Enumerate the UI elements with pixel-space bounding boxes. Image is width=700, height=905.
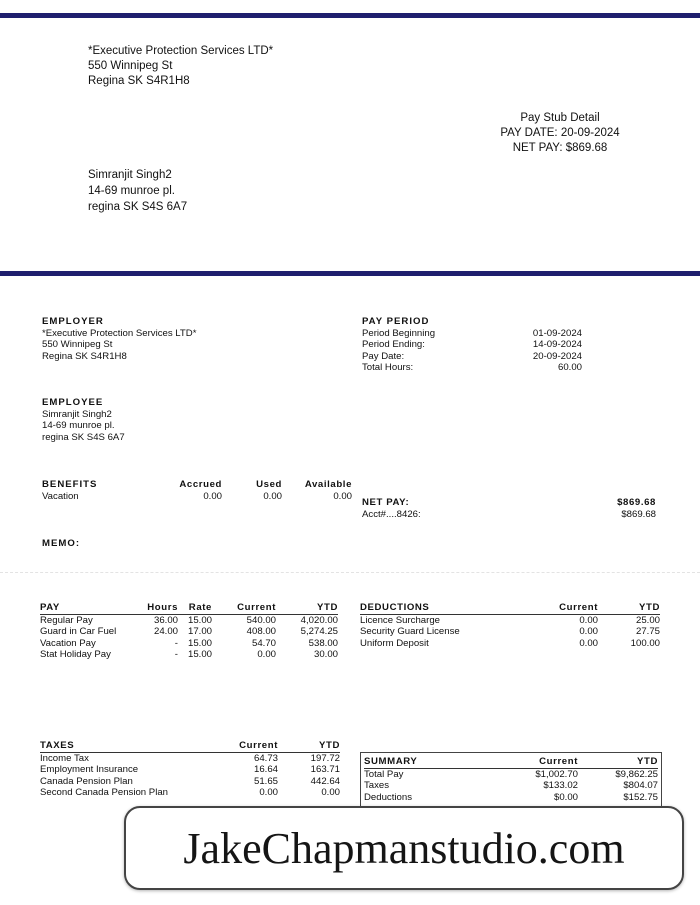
pay-period-label: Total Hours: xyxy=(362,362,414,374)
pay-period-value: 60.00 xyxy=(557,362,582,374)
pay-period-row xyxy=(362,362,582,374)
employee-section-address1: 14-69 munroe pl. xyxy=(42,420,115,432)
watermark-banner xyxy=(124,806,684,890)
stub-title: Pay Stub Detail xyxy=(520,112,600,124)
summary-ytd: $804.07 xyxy=(623,780,658,792)
deductions-col-name: DEDUCTIONS xyxy=(360,602,430,613)
pay-period-row xyxy=(362,339,582,351)
pay-rate: 15.00 xyxy=(187,649,212,661)
pay-period-row xyxy=(362,351,582,363)
pay-row xyxy=(40,649,338,661)
taxes-row xyxy=(40,764,340,776)
employer-address-line1: 550 Winnipeg St xyxy=(42,339,113,351)
net-pay-account-label: Acct#....8426: xyxy=(362,508,421,520)
pay-table xyxy=(40,602,338,661)
pay-row xyxy=(40,626,338,638)
pay-current: 0.00 xyxy=(257,649,276,661)
pay-ytd: 30.00 xyxy=(313,649,338,661)
net-pay-block xyxy=(362,497,656,520)
deductions-row xyxy=(360,626,660,638)
summary-table xyxy=(364,756,658,803)
pay-period-rows xyxy=(362,328,582,374)
employer-name: *Executive Protection Services LTD* xyxy=(42,327,197,339)
benefits-col-used: Used xyxy=(256,479,282,490)
deductions-ytd: 27.75 xyxy=(635,626,660,638)
deductions-name: Licence Surcharge xyxy=(360,614,440,626)
pay-col-current: Current xyxy=(237,602,276,613)
taxes-name: Employment Insurance xyxy=(40,764,139,776)
summary-row xyxy=(364,792,658,804)
pay-col-hours: Hours xyxy=(147,602,178,613)
deductions-table xyxy=(360,602,660,649)
employee-section-address2: regina SK S4S 6A7 xyxy=(42,431,125,443)
section-rule xyxy=(0,271,700,276)
top-rule xyxy=(0,13,700,18)
employee-name: Simranjit Singh2 xyxy=(88,169,172,181)
summary-current: $0.00 xyxy=(553,791,578,803)
taxes-col-name: TAXES xyxy=(40,740,75,751)
pay-period-value: 20-09-2024 xyxy=(532,350,582,362)
benefits-accrued: 0.00 xyxy=(203,490,222,502)
summary-ytd: $152.75 xyxy=(623,791,658,803)
employee-section-name: Simranjit Singh2 xyxy=(42,408,112,420)
employee-address-line1: 14-69 munroe pl. xyxy=(88,185,175,197)
pay-ytd: 4,020.00 xyxy=(300,614,338,626)
employee-address-block xyxy=(88,167,187,215)
taxes-ytd: 197.72 xyxy=(310,752,340,764)
taxes-ytd: 163.71 xyxy=(310,764,340,776)
pay-current: 408.00 xyxy=(246,626,276,638)
deductions-name: Uniform Deposit xyxy=(360,637,429,649)
deductions-name: Security Guard License xyxy=(360,626,460,638)
employer-address-line2: Regina SK S4R1H8 xyxy=(42,350,127,362)
pay-row xyxy=(40,638,338,650)
deductions-row xyxy=(360,614,660,626)
employee-address-line2: regina SK S4S 6A7 xyxy=(88,201,188,213)
employer-section xyxy=(42,316,196,362)
pay-rate: 15.00 xyxy=(187,614,212,626)
pay-rate: 15.00 xyxy=(187,637,212,649)
taxes-name: Canada Pension Plan xyxy=(40,775,133,787)
taxes-current: 16.64 xyxy=(253,764,278,776)
taxes-row xyxy=(40,776,340,788)
pay-hours: - xyxy=(174,637,178,649)
taxes-ytd: 0.00 xyxy=(321,787,340,799)
taxes-row xyxy=(40,787,340,799)
pay-period-label: Pay Date: xyxy=(362,350,405,362)
net-pay-account-amount: $869.68 xyxy=(621,508,656,520)
deductions-row xyxy=(360,638,660,650)
taxes-name: Second Canada Pension Plan xyxy=(40,787,169,799)
taxes-name: Income Tax xyxy=(40,752,89,764)
taxes-col-ytd: YTD xyxy=(319,740,340,751)
employee-section xyxy=(42,397,125,443)
company-address-block xyxy=(88,44,273,89)
benefits-name: Vacation xyxy=(42,490,79,502)
memo-label: MEMO: xyxy=(42,538,81,549)
taxes-col-current: Current xyxy=(239,740,278,751)
pay-row xyxy=(40,614,338,626)
benefits-heading: BENEFITS xyxy=(42,479,98,490)
deductions-current: 0.00 xyxy=(579,614,598,626)
summary-col-ytd: YTD xyxy=(637,756,658,767)
summary-box xyxy=(360,752,662,814)
pay-current: 540.00 xyxy=(246,614,276,626)
summary-name: Taxes xyxy=(364,780,390,792)
benefits-table xyxy=(42,479,352,502)
company-address-line2: Regina SK S4R1H8 xyxy=(88,75,190,87)
stub-net-pay: NET PAY: $869.68 xyxy=(512,142,608,154)
pay-hours: 24.00 xyxy=(153,626,178,638)
employee-heading: EMPLOYEE xyxy=(42,397,104,408)
pay-ytd: 538.00 xyxy=(308,637,338,649)
summary-name: Total Pay xyxy=(364,768,404,780)
deductions-ytd: 100.00 xyxy=(630,637,660,649)
taxes-current: 0.00 xyxy=(259,787,278,799)
employer-heading: EMPLOYER xyxy=(42,316,104,327)
pay-ytd: 5,274.25 xyxy=(300,626,338,638)
deductions-ytd: 25.00 xyxy=(635,614,660,626)
pay-col-ytd: YTD xyxy=(317,602,338,613)
watermark-text: JakeChapmanstudio.com xyxy=(183,823,625,873)
taxes-row xyxy=(40,752,340,764)
summary-row xyxy=(364,780,658,792)
pay-col-rate: Rate xyxy=(188,602,212,613)
benefits-col-accrued: Accrued xyxy=(179,479,222,490)
benefits-available: 0.00 xyxy=(333,490,352,502)
pay-name: Vacation Pay xyxy=(40,637,96,649)
deductions-col-current: Current xyxy=(559,602,598,613)
stub-detail-block xyxy=(480,111,640,156)
benefits-col-available: Available xyxy=(304,479,352,490)
summary-col-name: SUMMARY xyxy=(364,756,418,767)
company-name: *Executive Protection Services LTD* xyxy=(88,45,274,57)
pay-hours: - xyxy=(174,649,178,661)
summary-current: $1,002.70 xyxy=(535,768,578,780)
pay-period-heading: PAY PERIOD xyxy=(362,316,430,327)
deductions-col-ytd: YTD xyxy=(639,602,660,613)
summary-ytd: $9,862.25 xyxy=(615,768,658,780)
taxes-current: 51.65 xyxy=(253,775,278,787)
pay-name: Regular Pay xyxy=(40,614,93,626)
summary-current: $133.02 xyxy=(543,780,578,792)
stub-pay-date: PAY DATE: 20-09-2024 xyxy=(500,127,620,139)
taxes-table xyxy=(40,740,340,799)
pay-rate: 17.00 xyxy=(187,626,212,638)
pay-period-value: 01-09-2024 xyxy=(532,327,582,339)
company-address-line1: 550 Winnipeg St xyxy=(88,60,173,72)
pay-col-name: PAY xyxy=(40,602,60,613)
pay-hours: 36.00 xyxy=(153,614,178,626)
pay-period-label: Period Beginning xyxy=(362,327,436,339)
summary-col-current: Current xyxy=(539,756,578,767)
net-pay-label: NET PAY: xyxy=(362,497,410,508)
pay-period-section xyxy=(362,316,582,374)
taxes-ytd: 442.64 xyxy=(310,775,340,787)
pay-current: 54.70 xyxy=(251,637,276,649)
deductions-current: 0.00 xyxy=(579,626,598,638)
pay-name: Guard in Car Fuel xyxy=(40,626,117,638)
pay-period-row xyxy=(362,328,582,340)
taxes-current: 64.73 xyxy=(253,752,278,764)
pay-period-value: 14-09-2024 xyxy=(532,339,582,351)
summary-row xyxy=(364,768,658,780)
benefits-row xyxy=(42,491,352,503)
section-divider xyxy=(0,572,700,573)
deductions-current: 0.00 xyxy=(579,637,598,649)
benefits-used: 0.00 xyxy=(263,490,282,502)
summary-name: Deductions xyxy=(364,791,412,803)
pay-period-label: Period Ending: xyxy=(362,339,425,351)
net-pay-amount: $869.68 xyxy=(617,497,656,508)
pay-name: Stat Holiday Pay xyxy=(40,649,111,661)
